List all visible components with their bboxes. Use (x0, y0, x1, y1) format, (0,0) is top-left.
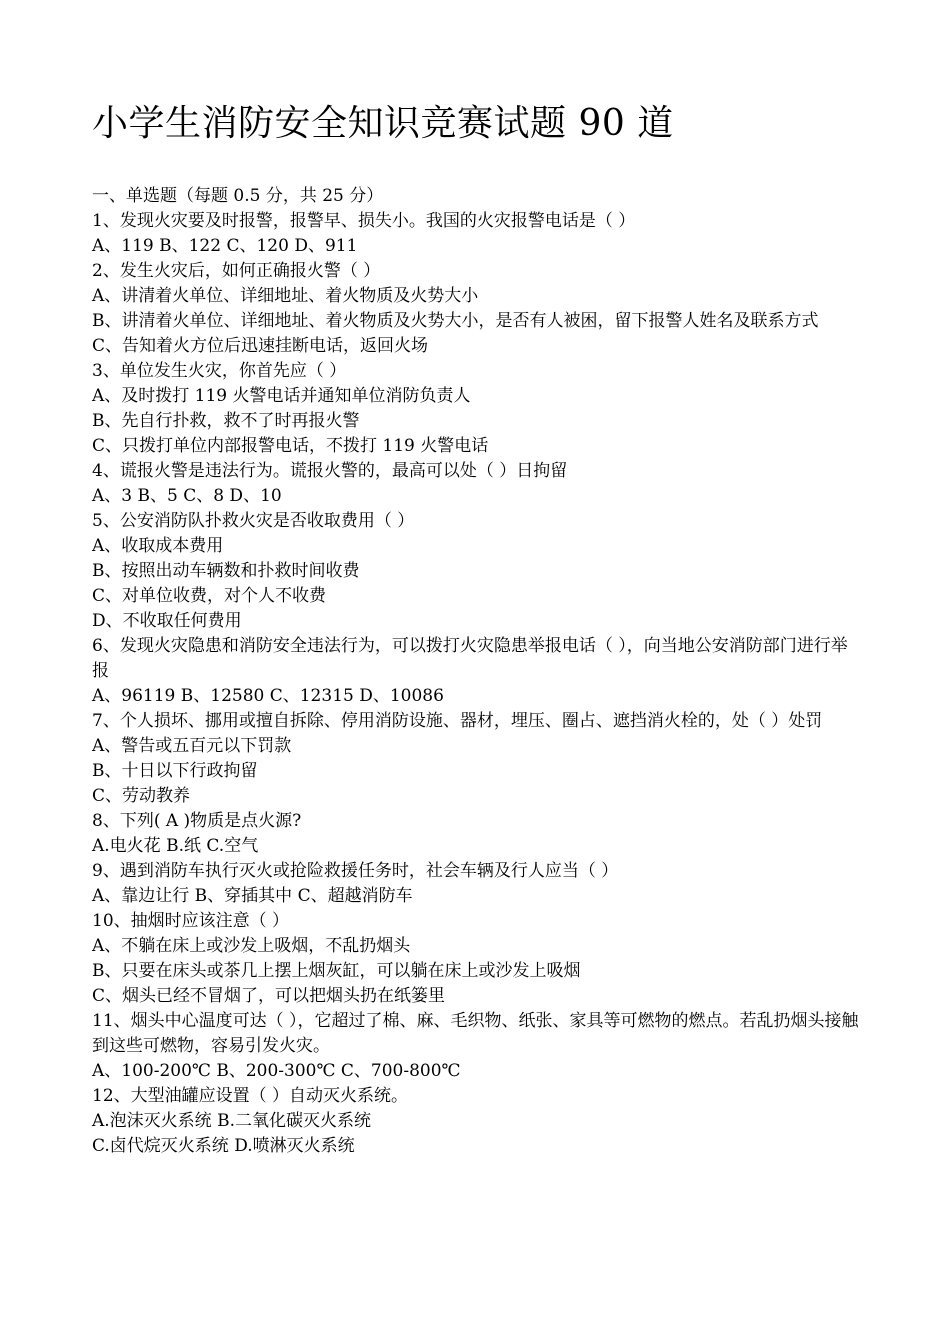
text-line: 5、公安消防队扑救火灾是否收取费用（ ） (92, 511, 415, 531)
text-line: C、只拨打单位内部报警电话，不拨打 119 火警电话 (92, 436, 489, 456)
text-line: A、及时拨打 119 火警电话并通知单位消防负责人 (92, 386, 471, 406)
text-line: A、96119 B、12580 C、12315 D、10086 (92, 686, 444, 706)
text-line: A、不躺在床上或沙发上吸烟，不乱扔烟头 (92, 936, 411, 956)
document-title: 小学生消防安全知识竞赛试题 90 道 (92, 103, 674, 144)
text-line: C、烟头已经不冒烟了，可以把烟头扔在纸篓里 (92, 986, 446, 1006)
text-line: C.卤代烷灭火系统 D.喷淋灭火系统 (92, 1136, 355, 1156)
text-line: 2、发生火灾后，如何正确报火警（ ） (92, 261, 381, 281)
text-line: 12、大型油罐应设置（ ）自动灭火系统。 (92, 1086, 409, 1106)
text-line: B、十日以下行政拘留 (92, 761, 258, 781)
text-line: C、劳动教养 (92, 786, 191, 806)
text-line: 一、单选题（每题 0.5 分，共 25 分） (92, 186, 384, 206)
text-line: 6、发现火灾隐患和消防安全违法行为，可以拨打火灾隐患举报电话（ ），向当地公安消防部门进行举报 (92, 636, 848, 681)
text-line: 7、个人损坏、挪用或擅自拆除、停用消防设施、器材，埋压、圈占、遮挡消火栓的，处（ ）处罚 (92, 711, 823, 731)
text-line: D、不收取任何费用 (92, 611, 242, 631)
text-line: B、讲清着火单位、详细地址、着火物质及火势大小，是否有人被困，留下报警人姓名及联系方式 (92, 311, 819, 331)
text-line: A、靠边让行 B、穿插其中 C、超越消防车 (92, 886, 413, 906)
text-line: B、先自行扑救，救不了时再报火警 (92, 411, 360, 431)
text-line: C、告知着火方位后迅速挂断电话，返回火场 (92, 336, 429, 356)
text-line: 4、谎报火警是违法行为。谎报火警的，最高可以处（ ）日拘留 (92, 461, 568, 481)
text-line: 3、单位发生火灾，你首先应（ ） (92, 361, 347, 381)
text-line: A、警告或五百元以下罚款 (92, 736, 292, 756)
document-body (92, 184, 862, 1159)
text-line: A、讲清着火单位、详细地址、着火物质及火势大小 (92, 286, 479, 306)
text-line: 11、烟头中心温度可达（ ），它超过了棉、麻、毛织物、纸张、家具等可燃物的燃点。若乱扔烟头接触到这些可燃物，容易引发火灾。 (92, 1011, 859, 1056)
text-line: A、100-200℃ B、200-300℃ C、700-800℃ (92, 1061, 461, 1081)
text-line: C、对单位收费，对个人不收费 (92, 586, 327, 606)
text-line: A.泡沫灭火系统 B.二氧化碳灭火系统 (92, 1111, 371, 1131)
text-line: 8、下列( A )物质是点火源? (92, 811, 302, 831)
text-line: A、3 B、5 C、8 D、10 (92, 486, 282, 506)
text-line: A、收取成本费用 (92, 536, 224, 556)
text-line: 10、抽烟时应该注意（ ） (92, 911, 290, 931)
text-line: 9、遇到消防车执行灭火或抢险救援任务时，社会车辆及行人应当（ ） (92, 861, 619, 881)
text-line: A.电火花 B.纸 C.空气 (92, 836, 259, 856)
text-line: A、119 B、122 C、120 D、911 (92, 236, 358, 256)
text-line: 1、发现火灾要及时报警，报警早、损失小。我国的火灾报警电话是（ ） (92, 211, 636, 231)
text-line: B、只要在床头或茶几上摆上烟灰缸，可以躺在床上或沙发上吸烟 (92, 961, 581, 981)
text-line: B、按照出动车辆数和扑救时间收费 (92, 561, 360, 581)
